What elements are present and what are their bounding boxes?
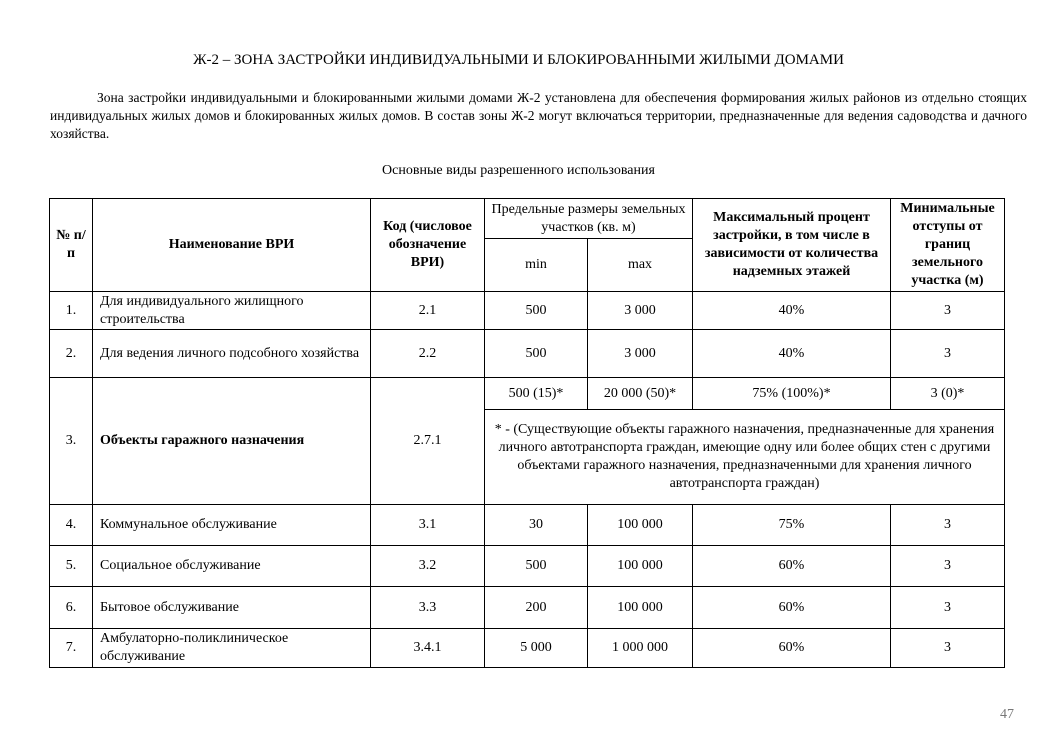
- row-num: 6.: [50, 587, 93, 629]
- row-min: 5 000: [485, 629, 588, 668]
- row-code: 2.1: [371, 292, 485, 330]
- row-max: 3 000: [588, 330, 693, 378]
- header-name: Наименование ВРИ: [93, 199, 371, 292]
- header-row-1: [50, 199, 1005, 239]
- table-row: [50, 292, 1005, 330]
- row-percent: 75%: [693, 505, 891, 546]
- row-max: 1 000 000: [588, 629, 693, 668]
- header-max: max: [588, 239, 693, 292]
- row-num: 3.: [50, 378, 93, 505]
- row-name: Для ведения личного подсобного хозяйства: [93, 330, 371, 378]
- row-setback: 3: [891, 587, 1005, 629]
- row-setback: 3 (0)*: [891, 378, 1005, 410]
- row-name: Амбулаторно-поликлиническое обслуживание: [93, 629, 371, 668]
- page-number: 47: [1000, 707, 1014, 722]
- row-setback: 3: [891, 505, 1005, 546]
- row-name: Социальное обслуживание: [93, 546, 371, 587]
- table-caption: Основные виды разрешенного использования: [382, 163, 655, 178]
- row-percent: 40%: [693, 292, 891, 330]
- row-percent: 60%: [693, 587, 891, 629]
- document-title: Ж-2 – ЗОНА ЗАСТРОЙКИ ИНДИВИДУАЛЬНЫМИ И БЛОКИРОВАННЫМИ ЖИЛЫМИ ДОМАМИ: [193, 52, 844, 68]
- row-min: 500 (15)*: [485, 378, 588, 410]
- row-min: 500: [485, 546, 588, 587]
- row-code: 3.4.1: [371, 629, 485, 668]
- row-max: 100 000: [588, 505, 693, 546]
- table-row: [50, 378, 1005, 410]
- table-row: [50, 629, 1005, 668]
- row-name: Бытовое обслуживание: [93, 587, 371, 629]
- row-max: 20 000 (50)*: [588, 378, 693, 410]
- row-name: Объекты гаражного назначения: [93, 378, 371, 505]
- row-num: 5.: [50, 546, 93, 587]
- row-num: 1.: [50, 292, 93, 330]
- row-setback: 3: [891, 546, 1005, 587]
- header-min: min: [485, 239, 588, 292]
- row-percent: 75% (100%)*: [693, 378, 891, 410]
- row-setback: 3: [891, 629, 1005, 668]
- header-num: № п/п: [50, 199, 93, 292]
- row-setback: 3: [891, 330, 1005, 378]
- row-max: 100 000: [588, 546, 693, 587]
- row-max: 3 000: [588, 292, 693, 330]
- row-min: 500: [485, 292, 588, 330]
- table-row: [50, 587, 1005, 629]
- header-setback: Минимальные отступы от границ земельного участка (м): [891, 199, 1005, 292]
- table-row: [50, 505, 1005, 546]
- row-percent: 40%: [693, 330, 891, 378]
- permitted-use-table: [49, 198, 1005, 668]
- row-max: 100 000: [588, 587, 693, 629]
- row-code: 3.3: [371, 587, 485, 629]
- header-sizes: Предельные размеры земельных участков (кв. м): [485, 199, 693, 239]
- row-code: 3.1: [371, 505, 485, 546]
- row-code: 2.2: [371, 330, 485, 378]
- row-num: 7.: [50, 629, 93, 668]
- intro-paragraph: Зона застройки индивидуальными и блокированными жилыми домами Ж-2 установлена для обеспечения формирования жилых районов из отдельно стоящих индивидуальных жилых домов и блокированных жилых домов. В состав зоны Ж-2 могут включаться территории, предназначенные для ведения садоводства и дачного хозяйства.: [50, 90, 1027, 141]
- row-percent: 60%: [693, 629, 891, 668]
- table-row: [50, 330, 1005, 378]
- garage-footnote: * - (Существующие объекты гаражного назначения, предназначенные для хранения личного автотранспорта граждан, имеющие одну или более общих стен с другими объектами гаражного назначения, предназначенными для хранения личного автотранспорта граждан): [485, 410, 1005, 505]
- row-setback: 3: [891, 292, 1005, 330]
- header-code: Код (числовое обозначение ВРИ): [371, 199, 485, 292]
- row-num: 2.: [50, 330, 93, 378]
- row-min: 30: [485, 505, 588, 546]
- row-name: Коммунальное обслуживание: [93, 505, 371, 546]
- row-code: 2.7.1: [371, 378, 485, 505]
- row-min: 500: [485, 330, 588, 378]
- row-code: 3.2: [371, 546, 485, 587]
- row-num: 4.: [50, 505, 93, 546]
- row-min: 200: [485, 587, 588, 629]
- row-percent: 60%: [693, 546, 891, 587]
- table-row: [50, 546, 1005, 587]
- header-percent: Максимальный процент застройки, в том числе в зависимости от количества надземных этажей: [693, 199, 891, 292]
- row-name: Для индивидуального жилищного строительства: [93, 292, 371, 330]
